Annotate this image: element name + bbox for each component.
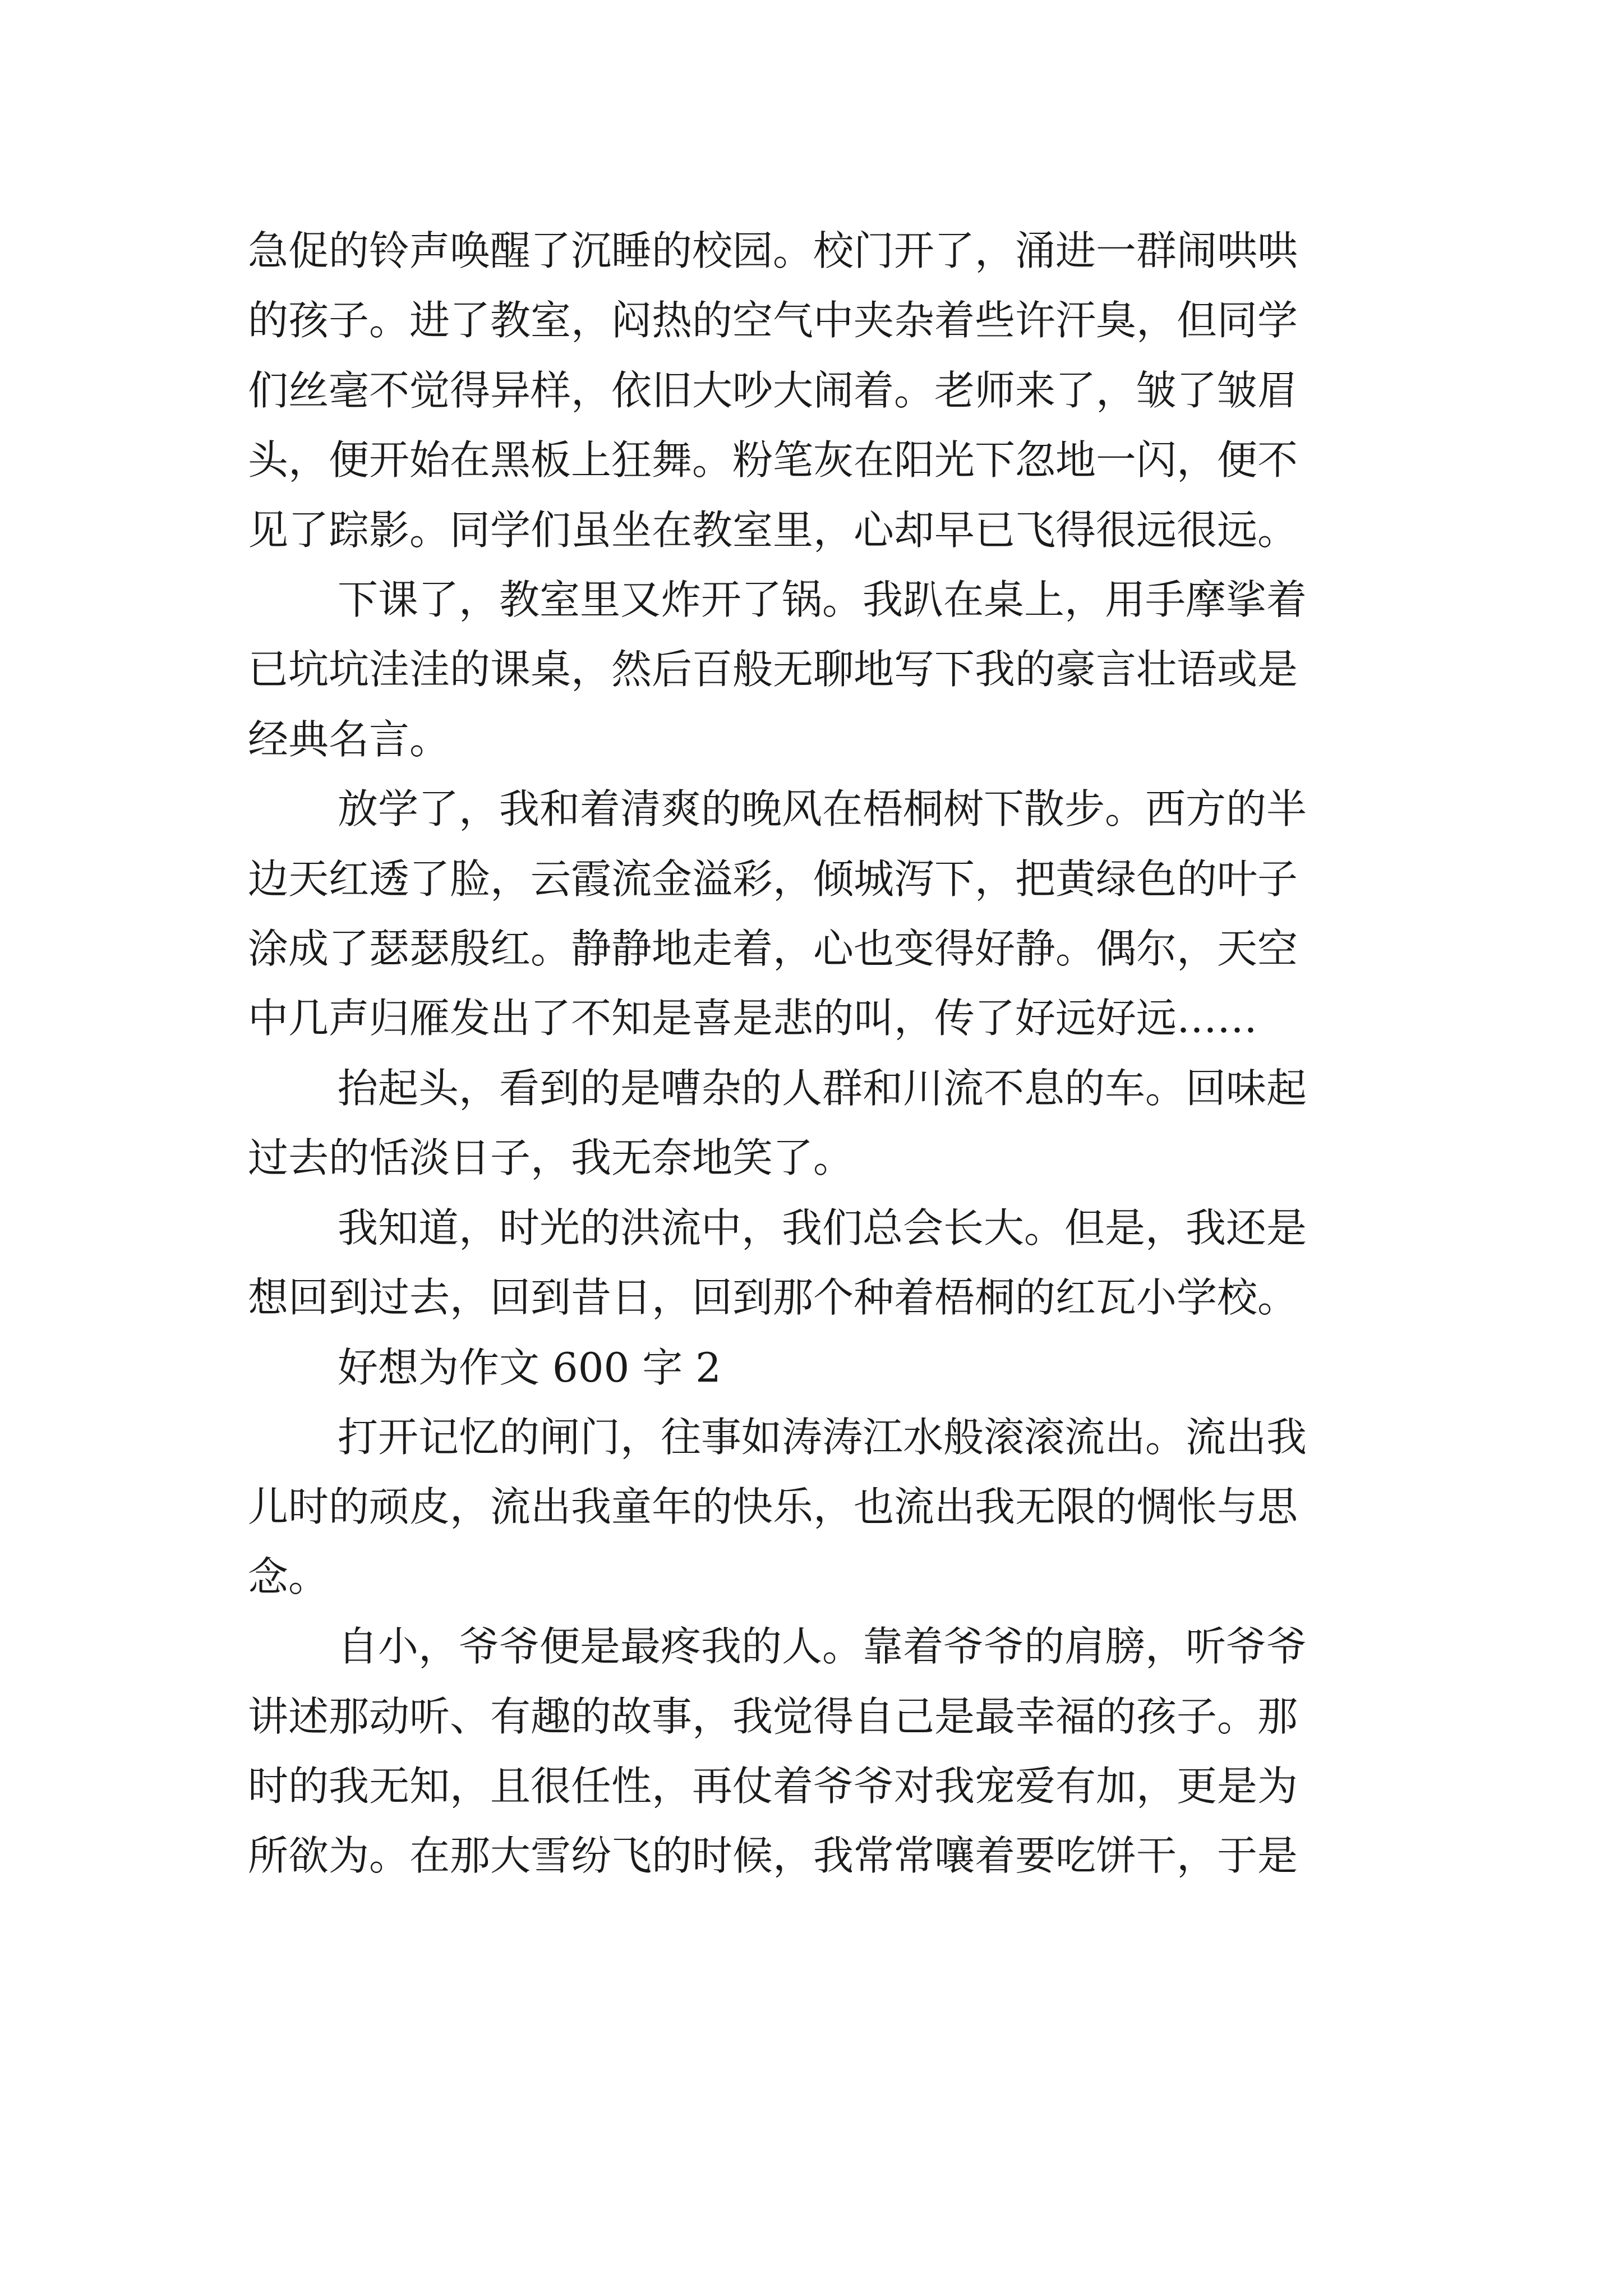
text-line: 经典名言。 <box>248 715 450 763</box>
text-line: 边天红透了脸，云霞流金溢彩，倾城泻下，把黄绿色的叶子 <box>248 855 1298 903</box>
text-line: 的孩子。进了教室，闷热的空气中夹杂着些许汗臭，但同学 <box>248 297 1298 344</box>
text-line: 儿时的顽皮，流出我童年的快乐，也流出我无限的惆怅与思 <box>248 1483 1298 1531</box>
document-body <box>248 216 1392 1891</box>
section-heading <box>248 1333 1392 1402</box>
text-line: 打开记忆的闸门，往事如涛涛江水般滚滚流出。流出我 <box>338 1413 1307 1461</box>
text-line: 涂成了瑟瑟殷红。静静地走着，心也变得好静。偶尔，天空 <box>248 925 1298 973</box>
paragraph-6 <box>248 1402 1392 1612</box>
text-line: 过去的恬淡日子，我无奈地笑了。 <box>248 1134 854 1182</box>
text-line: 自小，爷爷便是最疼我的人。靠着爷爷的肩膀，听爷爷 <box>338 1623 1307 1671</box>
text-line: 我知道，时光的洪流中，我们总会长大。但是，我还是 <box>338 1204 1307 1251</box>
text-line: 想回到过去，回到昔日，回到那个种着梧桐的红瓦小学校。 <box>248 1274 1298 1322</box>
text-line: 所欲为。在那大雪纷飞的时候，我常常嚷着要吃饼干，于是 <box>248 1832 1298 1880</box>
paragraph-7 <box>248 1612 1392 1891</box>
paragraph-5 <box>248 1193 1392 1333</box>
text-line: 见了踪影。同学们虽坐在教室里，心却早已飞得很远很远。 <box>248 506 1298 554</box>
text-line: 时的我无知，且很任性，再仗着爷爷对我宠爱有加，更是为 <box>248 1762 1298 1810</box>
text-line: 下课了，教室里又炸开了锅。我趴在桌上，用手摩挲着 <box>338 576 1307 624</box>
text-line: 们丝毫不觉得异样，依旧大吵大闹着。老师来了，皱了皱眉 <box>248 366 1298 414</box>
text-line: 讲述那动听、有趣的故事，我觉得自己是最幸福的孩子。那 <box>248 1692 1298 1740</box>
paragraph-4 <box>248 1053 1392 1193</box>
text-line: 急促的铃声唤醒了沉睡的校园。校门开了，涌进一群闹哄哄 <box>248 227 1298 274</box>
heading-text: 好想为作文 600 字 2 <box>338 1343 721 1391</box>
text-line: 放学了，我和着清爽的晚风在梧桐树下散步。西方的半 <box>338 785 1307 833</box>
text-line: 中几声归雁发出了不知是喜是悲的叫，传了好远好远…… <box>248 995 1258 1042</box>
text-line: 头，便开始在黑板上狂舞。粉笔灰在阳光下忽地一闪，便不 <box>248 436 1298 484</box>
paragraph-2 <box>248 565 1392 774</box>
paragraph-3 <box>248 774 1392 1053</box>
paragraph-1 <box>248 216 1392 565</box>
text-line: 已坑坑洼洼的课桌，然后百般无聊地写下我的豪言壮语或是 <box>248 646 1298 693</box>
text-line: 念。 <box>248 1553 329 1600</box>
text-line: 抬起头，看到的是嘈杂的人群和川流不息的车。回味起 <box>338 1064 1307 1112</box>
